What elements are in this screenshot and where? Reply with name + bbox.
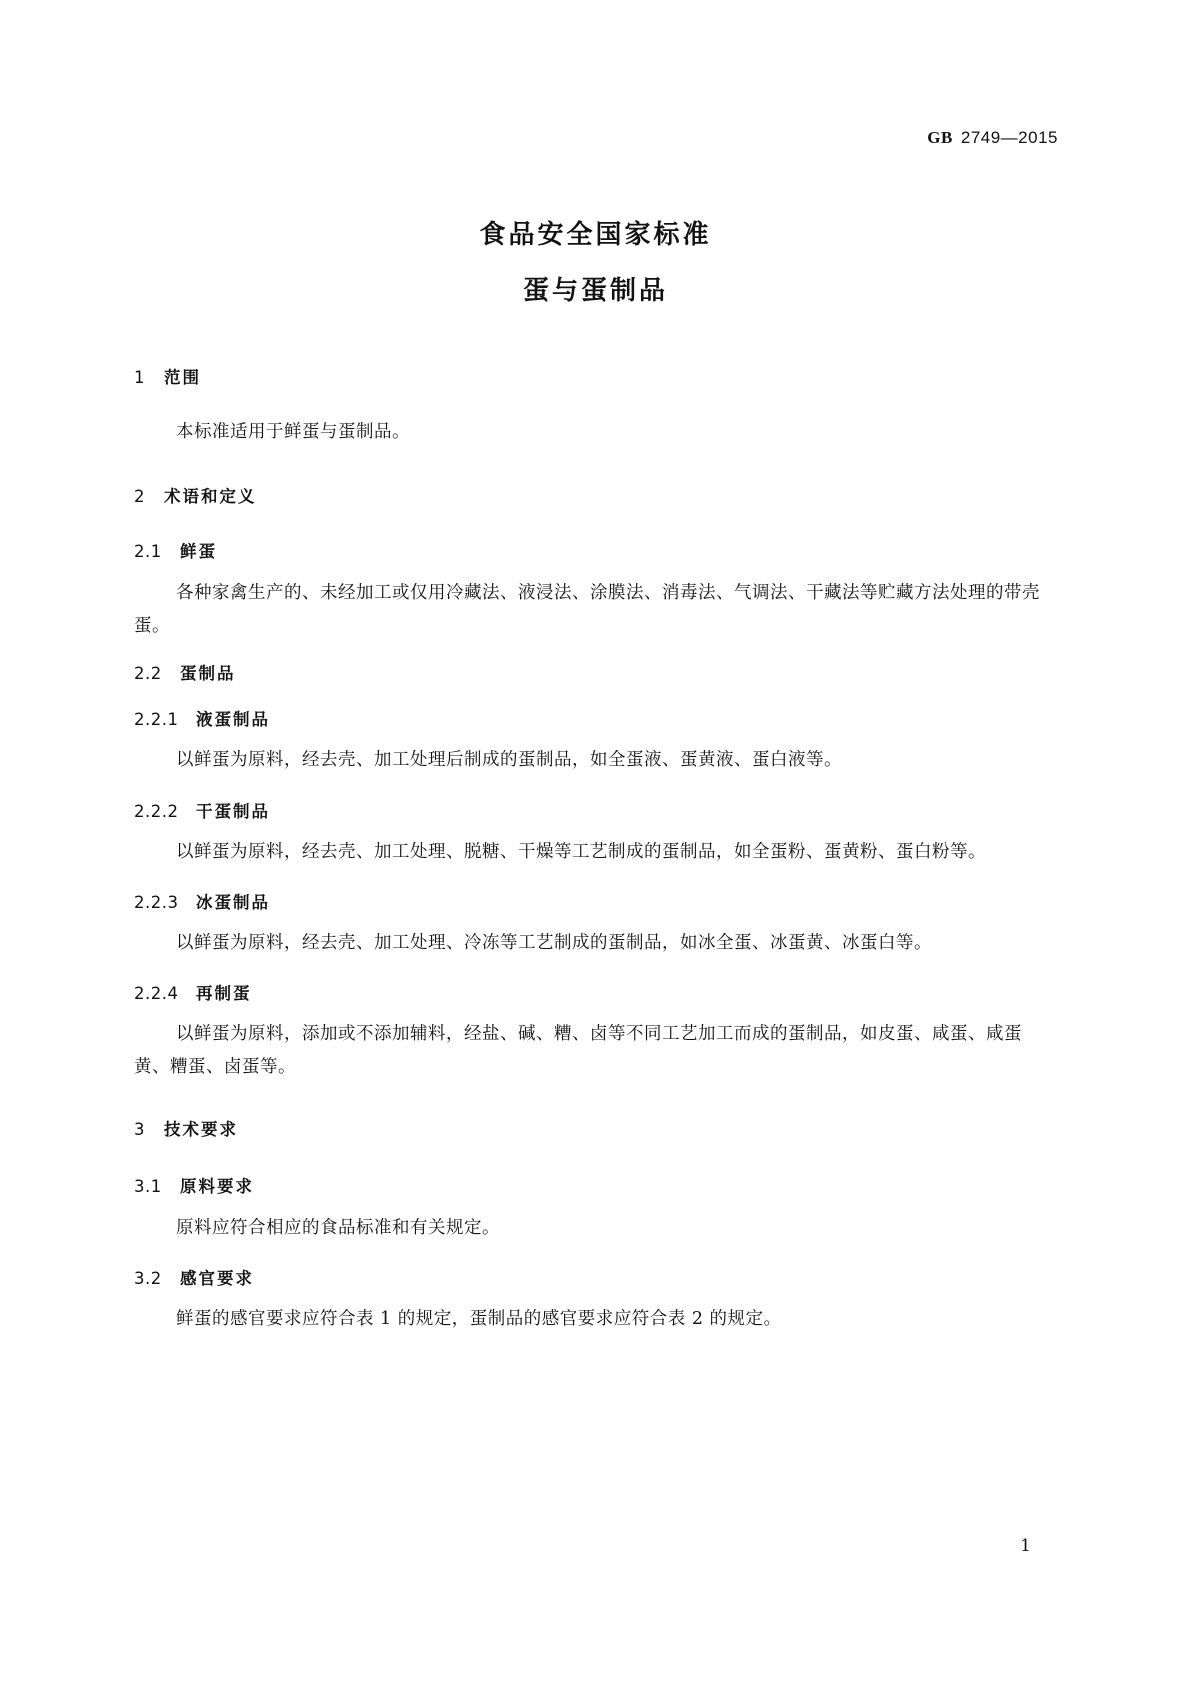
paragraph-frozen-egg: 以鲜蛋为原料，经去壳、加工处理、冷冻等工艺制成的蛋制品，如冰全蛋、冰蛋黄、冰蛋白等。 xyxy=(176,933,932,953)
paragraph-raw-material: 原料应符合相应的食品标准和有关规定。 xyxy=(176,1218,500,1238)
section-heading-2-2-3: 2.2.3 冰蛋制品 xyxy=(134,893,270,912)
page-number: 1 xyxy=(1020,1536,1031,1556)
standard-code xyxy=(927,128,1058,148)
paragraph-sensory: 鲜蛋的感官要求应符合表 1 的规定，蛋制品的感官要求应符合表 2 的规定。 xyxy=(176,1309,782,1329)
section-heading-2-2-2: 2.2.2 干蛋制品 xyxy=(134,802,270,821)
paragraph-processed-egg: 以鲜蛋为原料，添加或不添加辅料，经盐、碱、糟、卤等不同工艺加工而成的蛋制品，如皮蛋、咸蛋、咸蛋黄、糟蛋、卤蛋等。 xyxy=(134,1024,1022,1077)
section-heading-2-1: 2.1 鲜蛋 xyxy=(134,542,217,561)
section-heading-2-2-1: 2.2.1 液蛋制品 xyxy=(134,710,270,729)
section-heading-3-1: 3.1 原料要求 xyxy=(134,1177,254,1196)
section-heading-1: 1 范围 xyxy=(134,368,201,387)
section-heading-3: 3 技术要求 xyxy=(134,1120,238,1139)
section-heading-2-2-4: 2.2.4 再制蛋 xyxy=(134,984,252,1003)
standard-number: 2749—2015 xyxy=(960,128,1058,147)
document-subtitle: 蛋与蛋制品 xyxy=(522,276,668,306)
paragraph-liquid-egg: 以鲜蛋为原料，经去壳、加工处理后制成的蛋制品，如全蛋液、蛋黄液、蛋白液等。 xyxy=(176,750,842,770)
paragraph-fresh-egg: 各种家禽生产的、未经加工或仅用冷藏法、液浸法、涂膜法、消毒法、气调法、干藏法等贮藏方法处理的带壳蛋。 xyxy=(134,583,1040,636)
paragraph-dried-egg: 以鲜蛋为原料，经去壳、加工处理、脱糖、干燥等工艺制成的蛋制品，如全蛋粉、蛋黄粉、蛋白粉等。 xyxy=(176,842,986,862)
section-heading-3-2: 3.2 感官要求 xyxy=(134,1269,254,1288)
section-heading-2: 2 术语和定义 xyxy=(134,487,257,506)
document-title: 食品安全国家标准 xyxy=(479,220,712,250)
section-heading-2-2: 2.2 蛋制品 xyxy=(134,664,236,683)
paragraph-scope: 本标准适用于鲜蛋与蛋制品。 xyxy=(176,422,410,442)
standard-prefix: GB xyxy=(927,128,953,147)
